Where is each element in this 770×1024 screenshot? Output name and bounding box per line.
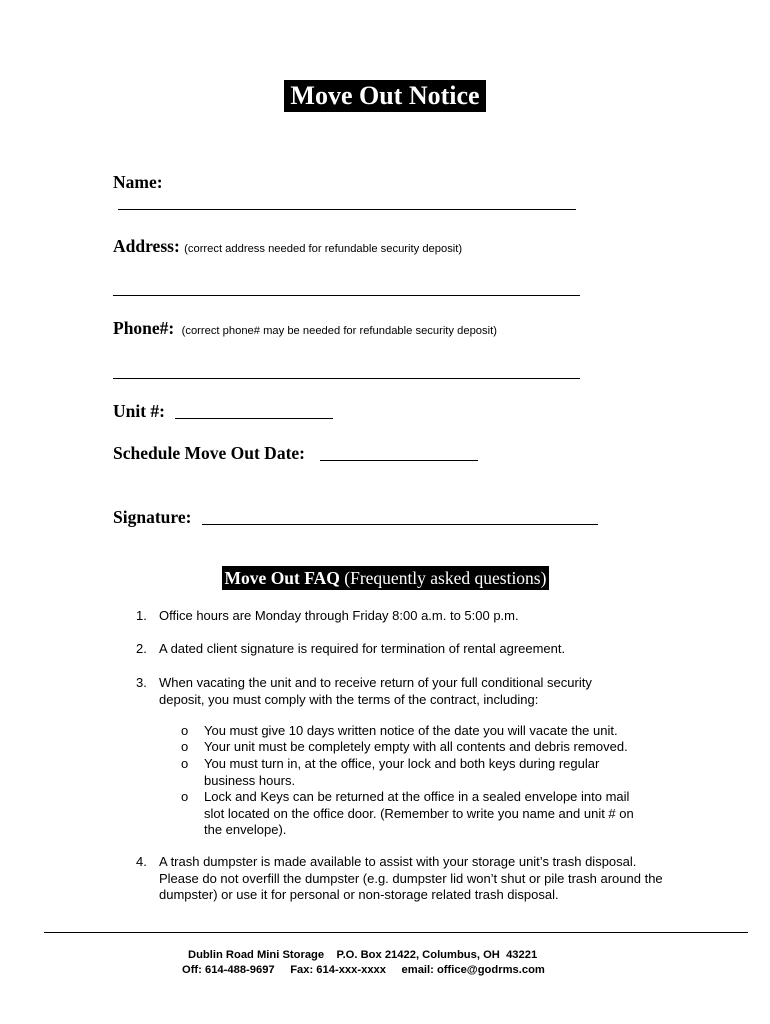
signature-field-line[interactable] [202, 524, 598, 525]
faq-subitem-4: Lock and Keys can be returned at the office in a sealed envelope into mail slot located on the office door. (Remember to write you name and unit # on the envelope). [204, 789, 634, 837]
address-label [113, 236, 462, 257]
faq-heading-rest: (Frequently asked questions) [344, 568, 547, 588]
faq-heading-bold: Move Out FAQ [224, 568, 340, 588]
unit-field-line[interactable] [175, 418, 333, 419]
name-field-line[interactable] [118, 209, 576, 210]
footer-address: Dublin Road Mini Storage P.O. Box 21422, Columbus, OH 43221 [188, 949, 538, 961]
faq-item-2: A dated client signature is required for termination of rental agreement. [159, 641, 566, 656]
faq-heading [222, 566, 549, 590]
signature-label: Signature: [113, 507, 192, 527]
bullet-marker: o [181, 739, 189, 754]
address-note: (correct address needed for refundable security deposit) [184, 243, 463, 255]
phone-note: (correct phone# may be needed for refundable security deposit) [181, 325, 497, 337]
bullet-marker: o [181, 723, 189, 738]
faq-item-4-number: 4. [136, 854, 147, 869]
faq-subitem-1: You must give 10 days written notice of the date you will vacate the unit. [204, 723, 618, 738]
move-out-date-field-line[interactable] [320, 460, 478, 461]
address-label-text: Address: [113, 236, 180, 256]
bullet-marker: o [181, 789, 189, 804]
bullet-marker: o [181, 756, 189, 771]
faq-item-3: When vacating the unit and to receive return of your full conditional security deposit, you must comply with the terms of the contract, including: [159, 675, 592, 707]
move-out-date-label: Schedule Move Out Date: [113, 443, 305, 463]
faq-item-1: Office hours are Monday through Friday 8:00 a.m. to 5:00 p.m. [159, 608, 519, 623]
footer-contact: Off: 614-488-9697 Fax: 614-xxx-xxxx email: office@godrms.com [182, 964, 545, 976]
faq-item-2-number: 2. [136, 641, 147, 656]
name-label: Name: [113, 172, 163, 192]
faq-item-1-number: 1. [136, 608, 147, 623]
phone-label-text: Phone#: [113, 318, 175, 338]
faq-subitem-2: Your unit must be completely empty with all contents and debris removed. [204, 739, 628, 754]
unit-label: Unit #: [113, 401, 166, 421]
faq-subitem-3: You must turn in, at the office, your lock and both keys during regular business hours. [204, 756, 600, 788]
phone-field-line[interactable] [113, 378, 580, 379]
page-title: Move Out Notice [284, 80, 486, 112]
phone-label [113, 318, 497, 339]
footer-divider [44, 932, 748, 933]
faq-item-4: A trash dumpster is made available to assist with your storage unit’s trash disposal. Please do not overfill the dumpster (e.g. dumpster lid won’t shut or pile trash around the dumpster) or use it for personal or non-storage related trash disposal. [159, 854, 663, 902]
faq-item-3-number: 3. [136, 675, 147, 690]
address-field-line[interactable] [113, 295, 580, 296]
